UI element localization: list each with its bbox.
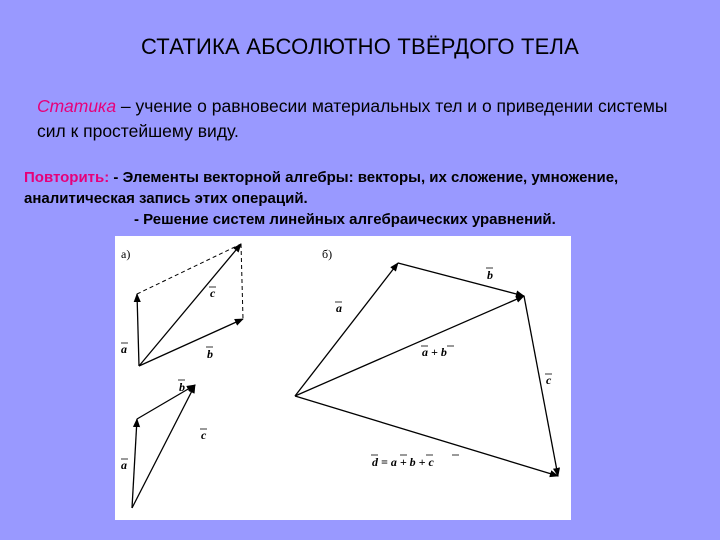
label-sum-abc: d = a + b + c [372, 455, 434, 469]
definition-paragraph [37, 94, 687, 144]
vector-c-top [139, 244, 241, 366]
repeat-heading: Повторить: [24, 169, 110, 186]
vector-b-b [398, 263, 524, 296]
vector-a-top [137, 294, 139, 366]
label-a-bottom: a [121, 458, 127, 472]
vector-c-b [524, 296, 558, 476]
panel-a-label: а) [121, 247, 131, 261]
label-a-b: a [336, 301, 342, 315]
repeat-line-2: - Решение систем линейных алгебраических уравнений. [134, 211, 556, 228]
vector-diagram [115, 236, 571, 520]
dashed-a-top [241, 244, 243, 319]
label-c-bottom: c [201, 428, 207, 442]
vector-a-b [295, 263, 398, 396]
vector-a-bottom [132, 419, 137, 508]
label-a-top: a [121, 342, 127, 356]
panel-b-polygon [295, 263, 558, 476]
vector-sum-ab [295, 296, 524, 396]
definition-term: Статика [37, 96, 117, 116]
panel-a-top [121, 244, 243, 366]
label-b-top: b [207, 347, 213, 361]
label-c-b: c [546, 373, 552, 387]
dashed-b-top [137, 244, 241, 294]
label-sum-ab: a + b [422, 345, 447, 359]
label-b-b: b [487, 268, 493, 282]
panel-a-bottom [121, 380, 207, 508]
repeat-block [24, 167, 704, 230]
panel-b-label: б) [322, 247, 333, 261]
label-b-bottom: b [179, 380, 185, 394]
label-c-top: c [210, 286, 216, 300]
vector-b-top [139, 319, 243, 366]
repeat-line-1: - Элементы векторной алгебры: векторы, их сложение, умножение, аналитическая запись этих операций. [24, 169, 619, 207]
vector-figure [115, 236, 571, 520]
page-title: СТАТИКА АБСОЛЮТНО ТВЁРДОГО ТЕЛА [140, 34, 580, 59]
definition-text: – учение о равновесии материальных тел и о приведении системы сил к простейшему виду. [37, 96, 668, 141]
